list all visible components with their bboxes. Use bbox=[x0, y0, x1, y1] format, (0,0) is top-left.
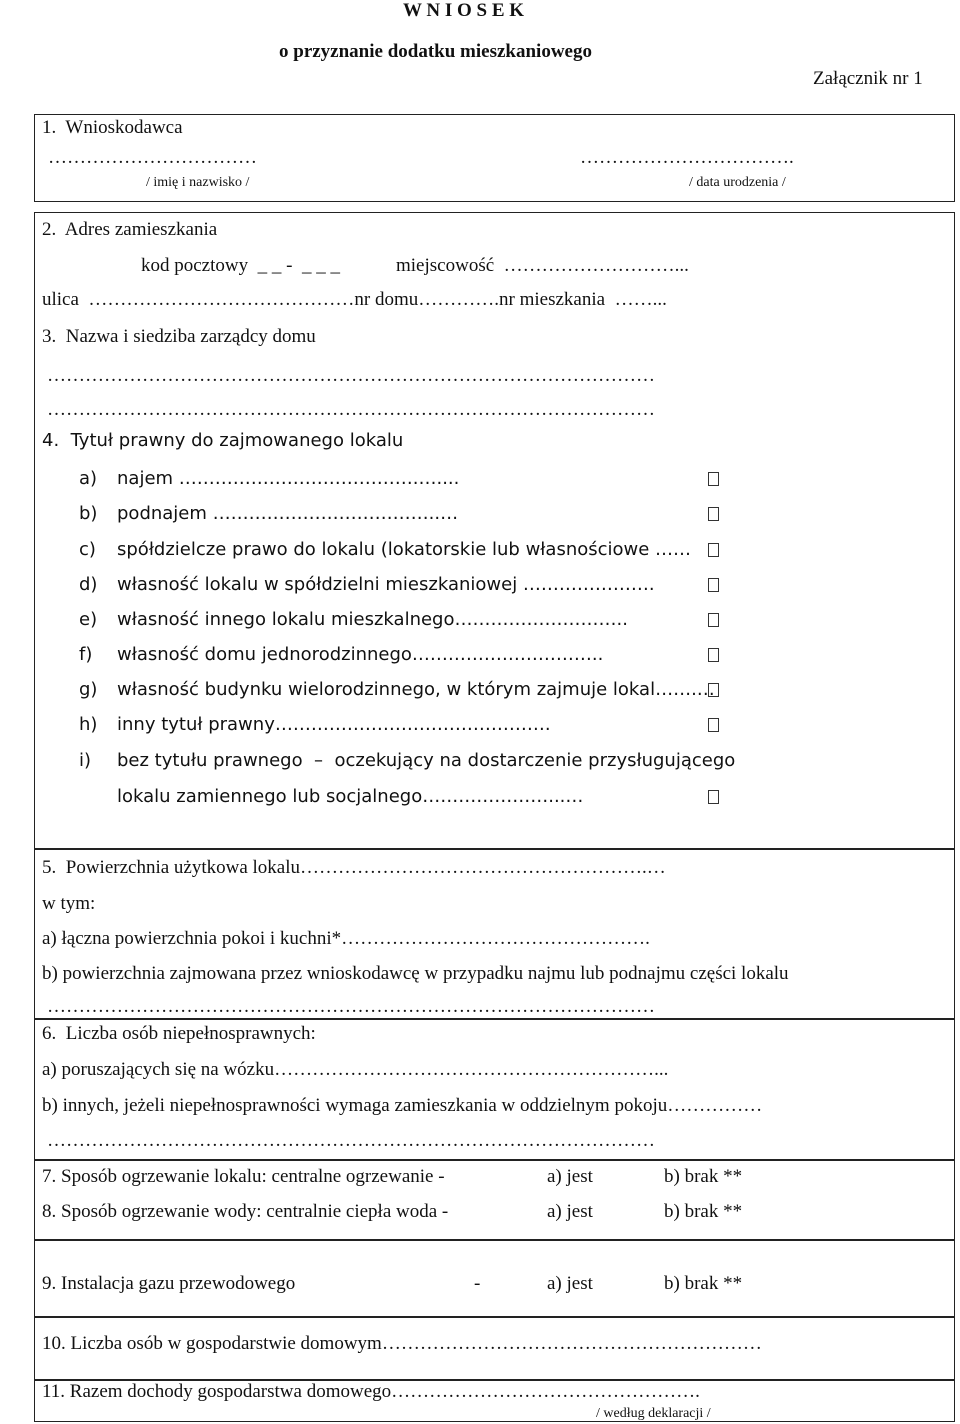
heating-option-yes[interactable]: a) jest bbox=[547, 1166, 593, 1187]
gas-option-no[interactable]: b) brak ** bbox=[664, 1273, 743, 1294]
declaration-note: / według deklaracji / bbox=[596, 1406, 711, 1421]
postal-code-field[interactable]: kod pocztowy _ _ - _ _ _ bbox=[141, 255, 340, 276]
checkbox-d[interactable] bbox=[708, 578, 719, 592]
checkbox-c[interactable] bbox=[708, 543, 719, 557]
applicant-name-field[interactable]: …………………………… bbox=[48, 147, 257, 168]
checkbox-h[interactable] bbox=[708, 718, 719, 732]
item-a-letter: a) bbox=[79, 468, 98, 489]
item-e-text: własność innego lokalu mieszkalnego……………………….. bbox=[117, 609, 628, 630]
item-i-letter: i) bbox=[79, 750, 92, 771]
checkbox-b[interactable] bbox=[708, 507, 719, 521]
item-f-letter: f) bbox=[79, 644, 93, 665]
item-i-text: bez tytułu prawnego – oczekujący na dostarczenie przysługującego bbox=[117, 750, 736, 771]
form-subtitle: o przyznanie dodatku mieszkaniowego bbox=[279, 41, 592, 62]
disabled-wheelchair-field[interactable]: a) poruszających się na wózku……………………………………………………... bbox=[42, 1059, 669, 1080]
item-b-text: podnajem ………………………………..… bbox=[117, 503, 459, 524]
item-b-letter: b) bbox=[79, 503, 98, 524]
item-i-text-cont: lokalu zamiennego lub socjalnego…………………...… bbox=[117, 786, 584, 807]
item-e-letter: e) bbox=[79, 609, 98, 630]
disabled-other-field[interactable]: b) innych, jeżeli niepełnosprawności wymaga zamieszkania w oddzielnym pokoju…………… bbox=[42, 1095, 763, 1116]
manager-line-2[interactable]: …………………………………………………………………………………… bbox=[47, 399, 655, 420]
area-occupied-label: b) powierzchnia zajmowana przez wnioskodawcę w przypadku najmu lub podnajmu części lokalu bbox=[42, 963, 789, 984]
item-d-letter: d) bbox=[79, 574, 98, 595]
item-a-text: najem ………………………………….….... bbox=[117, 468, 460, 489]
water-option-yes[interactable]: a) jest bbox=[547, 1201, 593, 1222]
area-rooms-field[interactable]: a) łączna powierzchnia pokoi i kuchni*…………………………………………. bbox=[42, 928, 650, 949]
area-heading[interactable]: 5. Powierzchnia użytkowa lokalu……………………………………………….… bbox=[42, 857, 666, 878]
name-caption: / imię i nazwisko / bbox=[146, 175, 250, 190]
area-w-tym: w tym: bbox=[42, 893, 96, 914]
street-field[interactable]: ulica ……………………………………nr domu………….nr mieszkania ……... bbox=[42, 289, 667, 310]
item-d-text: własność lokalu w spółdzielni mieszkaniowej …………………. bbox=[117, 574, 655, 595]
disabled-other-dots[interactable]: …………………………………………………………………………………… bbox=[47, 1130, 655, 1151]
checkbox-a[interactable] bbox=[708, 472, 719, 486]
gas-label: 9. Instalacja gazu przewodowego bbox=[42, 1273, 296, 1294]
item-g-text: własność budynku wielorodzinnego, w którym zajmuje lokal…….… bbox=[117, 679, 715, 700]
checkbox-i[interactable] bbox=[708, 790, 719, 804]
item-h-letter: h) bbox=[79, 714, 98, 735]
manager-heading: 3. Nazwa i siedziba zarządcy domu bbox=[42, 326, 316, 347]
form-title: W N I O S E K bbox=[403, 0, 525, 21]
household-income-field[interactable]: 11. Razem dochody gospodarstwa domowego…………………………………………. bbox=[42, 1381, 700, 1402]
item-g-letter: g) bbox=[79, 679, 98, 700]
item-c-text: spółdzielcze prawo do lokalu (lokatorskie lub własnościowe …… bbox=[117, 539, 692, 560]
checkbox-e[interactable] bbox=[708, 613, 719, 627]
heating-label: 7. Sposób ogrzewanie lokalu: centralne ogrzewanie - bbox=[42, 1166, 445, 1187]
address-heading: 2. Adres zamieszkania bbox=[42, 219, 218, 240]
item-f-text: własność domu jednorodzinnego………………………….. bbox=[117, 644, 604, 665]
checkbox-f[interactable] bbox=[708, 648, 719, 662]
item-h-text: inny tytuł prawny………………………………………. bbox=[117, 714, 551, 735]
gas-option-yes[interactable]: a) jest bbox=[547, 1273, 593, 1294]
water-label: 8. Sposób ogrzewanie wody: centralnie ciepła woda - bbox=[42, 1201, 449, 1222]
dob-caption: / data urodzenia / bbox=[689, 175, 786, 190]
legal-title-heading: 4. Tytuł prawny do zajmowanego lokalu bbox=[42, 430, 404, 451]
household-size-field[interactable]: 10. Liczba osób w gospodarstwie domowym…………………………………………………… bbox=[42, 1333, 762, 1354]
gas-dash: - bbox=[474, 1273, 481, 1294]
area-occupied-field[interactable]: …………………………………………………………………………………… bbox=[47, 996, 655, 1017]
item-c-letter: c) bbox=[79, 539, 96, 560]
manager-line-1[interactable]: …………………………………………………………………………………… bbox=[47, 365, 655, 386]
place-field[interactable]: miejscowość ………………………... bbox=[396, 255, 689, 276]
applicant-heading: 1. Wnioskodawca bbox=[42, 117, 183, 138]
disabled-heading: 6. Liczba osób niepełnosprawnych: bbox=[42, 1023, 316, 1044]
heating-option-no[interactable]: b) brak ** bbox=[664, 1166, 743, 1187]
checkbox-g[interactable] bbox=[708, 683, 719, 697]
attachment-label: Załącznik nr 1 bbox=[813, 68, 923, 89]
applicant-dob-field[interactable]: ……………………………. bbox=[580, 147, 794, 168]
water-option-no[interactable]: b) brak ** bbox=[664, 1201, 743, 1222]
